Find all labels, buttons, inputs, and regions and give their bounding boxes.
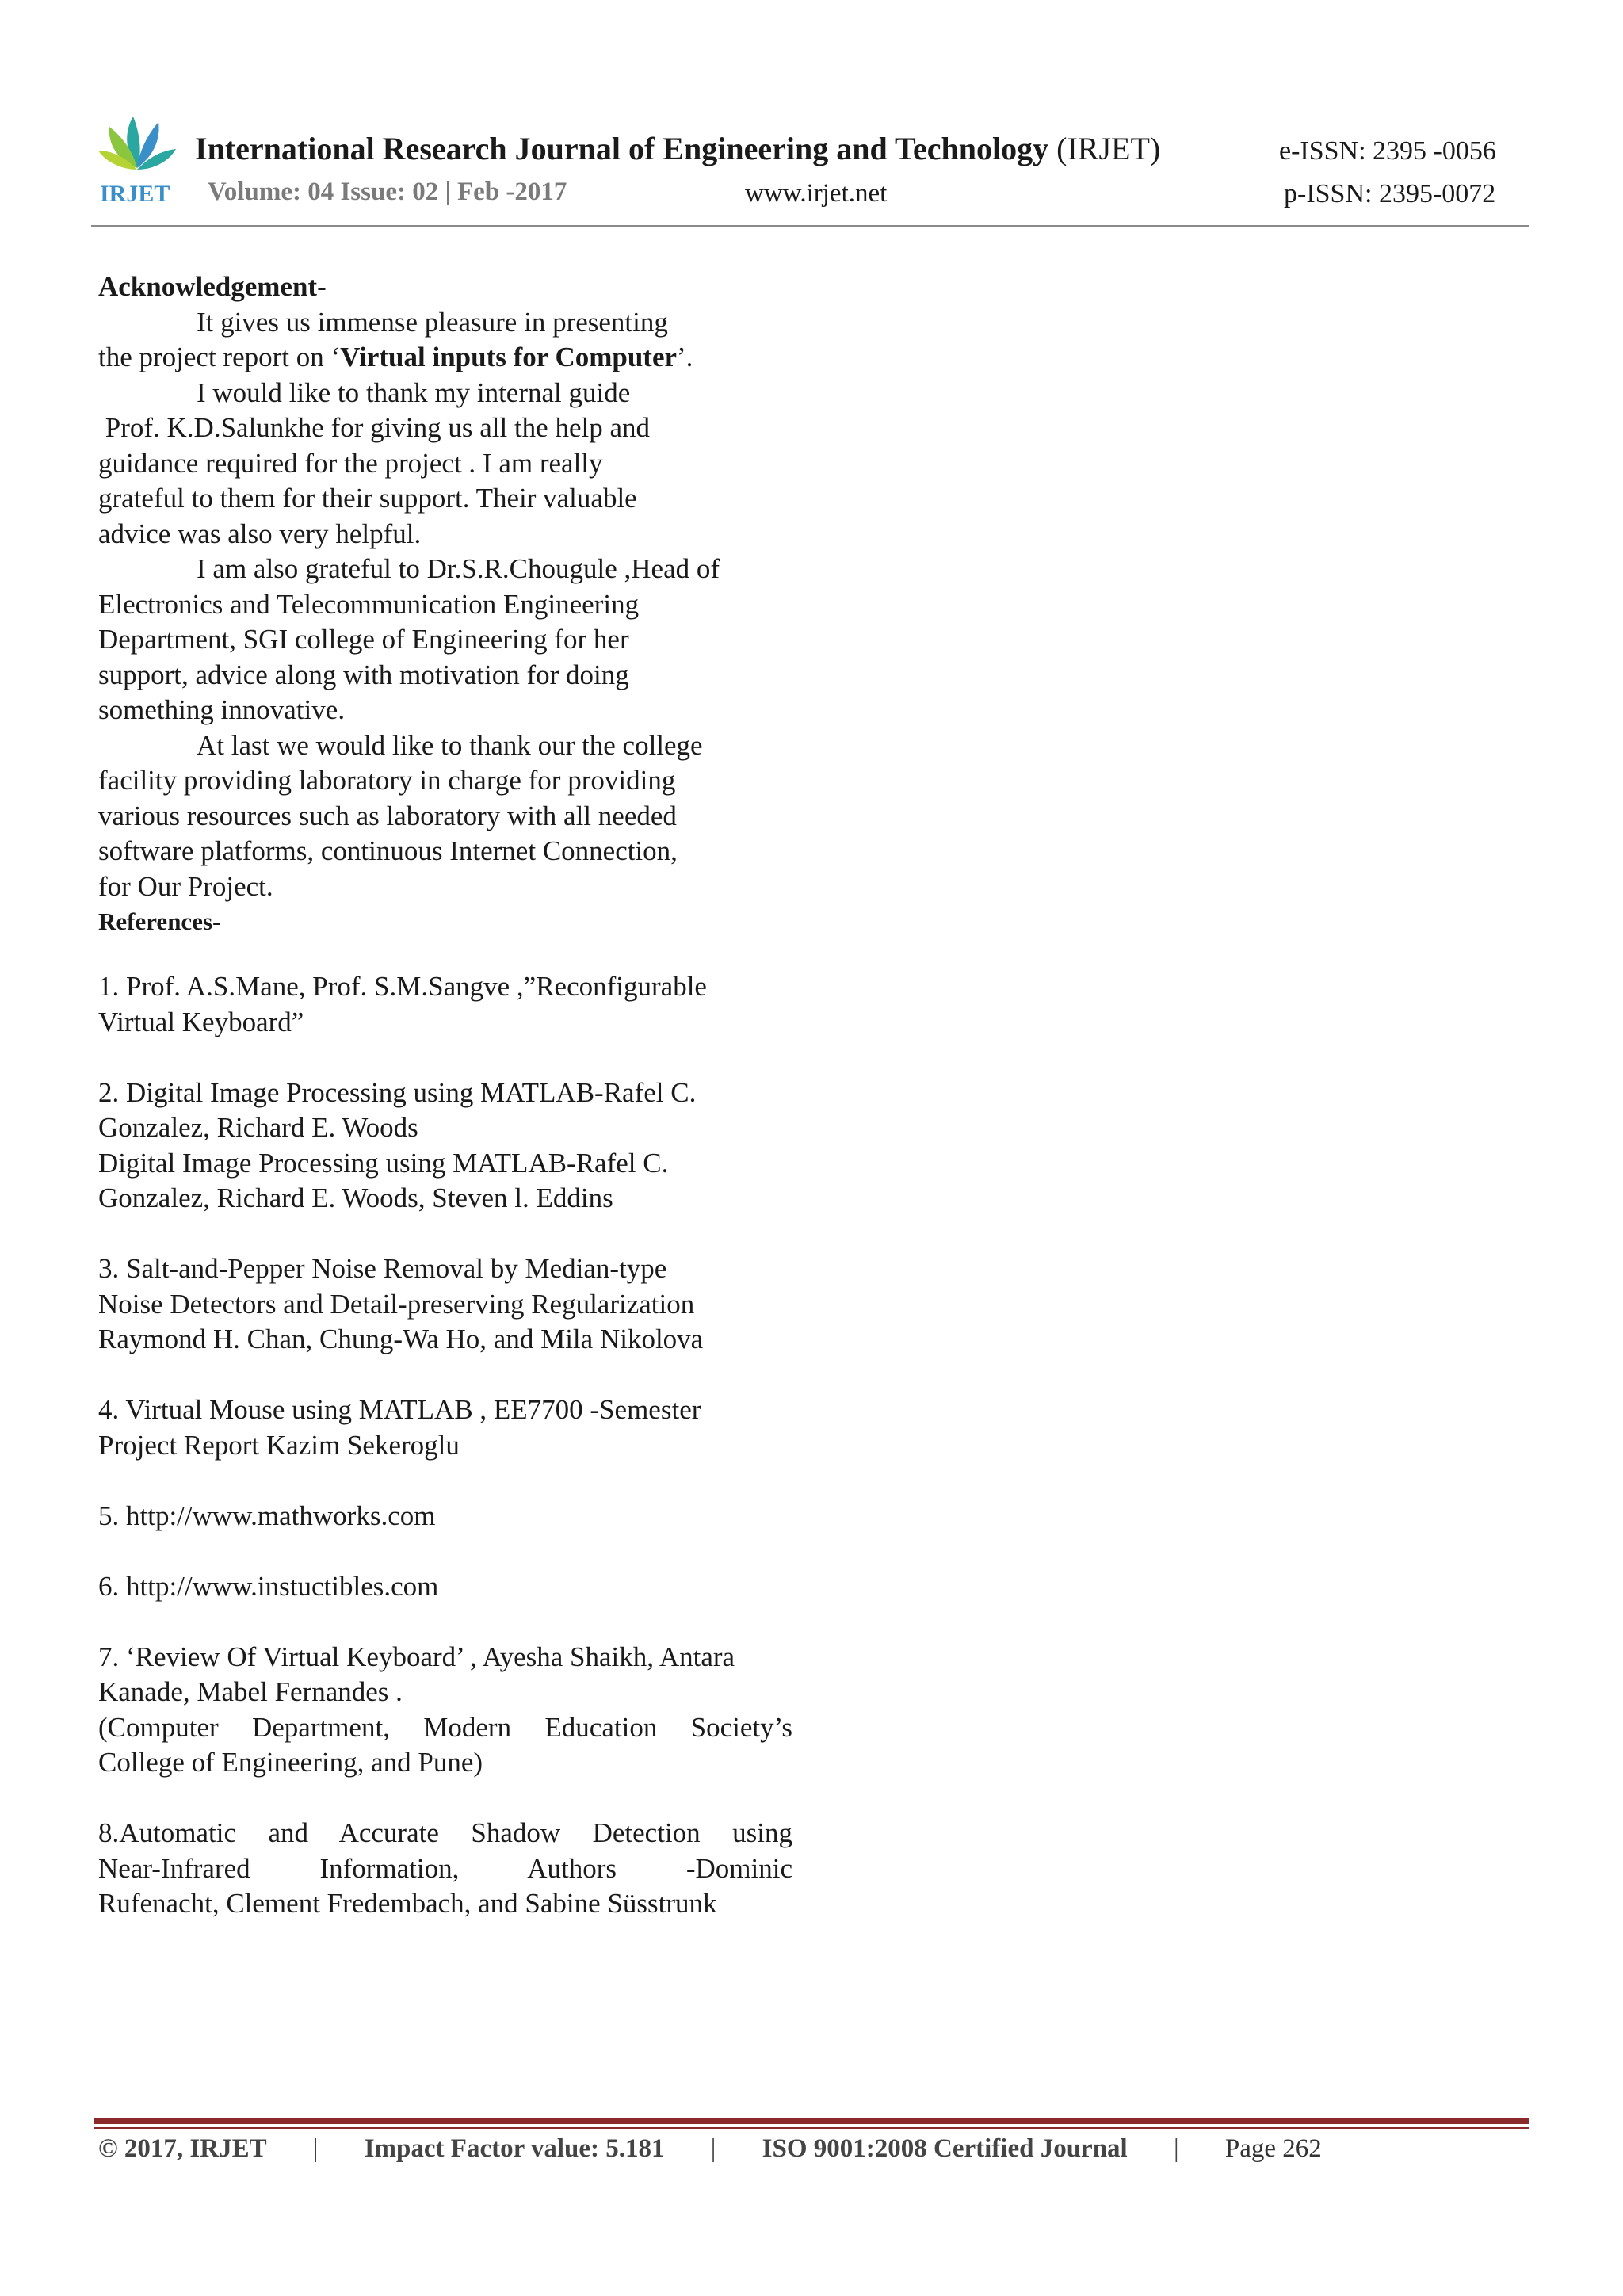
ref-7-line: 7. ‘Review Of Virtual Keyboard’ , Ayesha Shaikh, Antara	[98, 1641, 735, 1672]
irjet-logo-icon	[94, 113, 181, 208]
ack-paragraph-4-l2: facility providing laboratory in charge for providing	[98, 765, 676, 796]
irjet-logo	[94, 113, 181, 208]
footer-divider-thin	[94, 2127, 1529, 2129]
logo-text: IRJET	[100, 181, 170, 207]
ack-paragraph-4-l4: software platforms, continuous Internet Connection,	[98, 835, 678, 866]
ack-paragraph-2-l5: advice was also very helpful.	[98, 518, 422, 549]
references-heading: References-	[98, 907, 221, 935]
ref-2-line: Gonzalez, Richard E. Woods, Steven l. Eddins	[98, 1182, 613, 1213]
reference-list	[98, 969, 792, 1922]
ack-p1-post: ’.	[677, 342, 693, 372]
page-header	[0, 0, 1623, 238]
ref-4-line: 4. Virtual Mouse using MATLAB , EE7700 -Semester	[98, 1394, 701, 1425]
journal-name: International Research Journal of Engineering and Technology	[195, 131, 1049, 166]
footer-divider-thick	[94, 2118, 1529, 2124]
header-divider	[91, 225, 1529, 227]
ack-paragraph-2-l3: guidance required for the project . I am really	[98, 447, 603, 479]
ref-5-link[interactable]: 5. http://www.mathworks.com	[98, 1499, 436, 1531]
footer-iso: ISO 9001:2008 Certified Journal	[762, 2134, 1128, 2163]
ack-paragraph-3-l2: Electronics and Telecommunication Engineering	[98, 588, 640, 620]
journal-abbr: (IRJET)	[1056, 131, 1161, 166]
ref-7-line: Kanade, Mabel Fernandes .	[98, 1676, 403, 1707]
ack-paragraph-2-l1: I would like to thank my internal guide	[197, 376, 631, 408]
ack-paragraph-1	[98, 305, 792, 341]
footer-impact-factor: Impact Factor value: 5.181	[364, 2134, 665, 2163]
footer-separator: |	[710, 2134, 716, 2163]
website-link[interactable]: www.irjet.net	[745, 179, 888, 208]
page-number: Page 262	[1224, 2134, 1322, 2163]
ack-paragraph-4-l3: various resources such as laboratory with all needed	[98, 800, 677, 831]
ref-7-line: (Computer Department, Modern Education Society’s	[98, 1711, 792, 1743]
main-column	[98, 269, 792, 1957]
ack-paragraph-4-l1: At last we would like to thank our the college	[197, 729, 703, 761]
ack-paragraph-3-l5: something innovative.	[98, 694, 346, 725]
ack-paragraph-3-l1: I am also grateful to Dr.S.R.Chougule ,Head of	[197, 553, 720, 584]
ack-p1-line1: It gives us immense pleasure in presenting	[197, 306, 668, 338]
ack-paragraph-3-l3: Department, SGI college of Engineering for her	[98, 624, 629, 655]
ref-3-line: 3. Salt-and-Pepper Noise Removal by Median-type	[98, 1253, 667, 1284]
ack-paragraph-4-l5: for Our Project.	[98, 870, 273, 902]
footer-separator: |	[312, 2134, 319, 2163]
ref-2-line: Digital Image Processing using MATLAB-Rafel C.	[98, 1147, 669, 1179]
ref-1-line: 1. Prof. A.S.Mane, Prof. S.M.Sangve ,”Reconfigurable	[98, 971, 707, 1002]
ref-1-line: Virtual Keyboard”	[98, 1006, 304, 1037]
page-footer	[98, 2134, 1322, 2164]
ref-3-line: Noise Detectors and Detail-preserving Regularization	[98, 1288, 695, 1320]
ack-paragraph-2-l4: grateful to them for their support. Their valuable	[98, 483, 637, 514]
e-issn: e-ISSN: 2395 -0056	[1279, 136, 1496, 166]
acknowledgement-heading: Acknowledgement-	[98, 271, 327, 302]
reference-item-1	[98, 969, 792, 1040]
ref-8-line: Rufenacht, Clement Fredembach, and Sabine Süsstrunk	[98, 1888, 717, 1919]
ack-paragraph-2-l2: Prof. K.D.Salunkhe for giving us all the help and	[98, 412, 651, 443]
project-title: Virtual inputs for Computer	[340, 342, 678, 372]
ref-7-line: College of Engineering, and Pune)	[98, 1747, 483, 1778]
ref-8-line: Near-Infrared Information, Authors -Dominic	[98, 1852, 792, 1884]
journal-title	[195, 130, 1160, 167]
reference-item-3	[98, 1251, 792, 1358]
reference-item-6	[98, 1569, 792, 1605]
ref-2-line: Gonzalez, Richard E. Woods	[98, 1112, 418, 1143]
ack-p1-pre: the project report on ‘	[98, 342, 341, 372]
footer-separator: |	[1173, 2134, 1179, 2163]
ack-paragraph-3-l4: support, advice along with motivation for doing	[98, 659, 629, 690]
reference-item-5	[98, 1499, 792, 1534]
ack-paragraph-1b	[98, 340, 792, 376]
ref-4-line: Project Report Kazim Sekeroglu	[98, 1429, 460, 1461]
reference-item-7	[98, 1640, 792, 1781]
p-issn: p-ISSN: 2395-0072	[1284, 179, 1496, 208]
ref-3-line: Raymond H. Chan, Chung-Wa Ho, and Mila Nikolova	[98, 1324, 704, 1354]
reference-item-4	[98, 1392, 792, 1463]
footer-copyright: © 2017, IRJET	[98, 2134, 267, 2163]
ref-8-line: 8.Automatic and Accurate Shadow Detection using	[98, 1817, 792, 1848]
reference-item-8	[98, 1816, 792, 1922]
ref-2-line: 2. Digital Image Processing using MATLAB-Rafel C.	[98, 1076, 697, 1108]
volume-issue: Volume: 04 Issue: 02 | Feb -2017	[208, 178, 567, 206]
ref-6-link[interactable]: 6. http://www.instuctibles.com	[98, 1570, 439, 1602]
reference-item-2	[98, 1075, 792, 1217]
